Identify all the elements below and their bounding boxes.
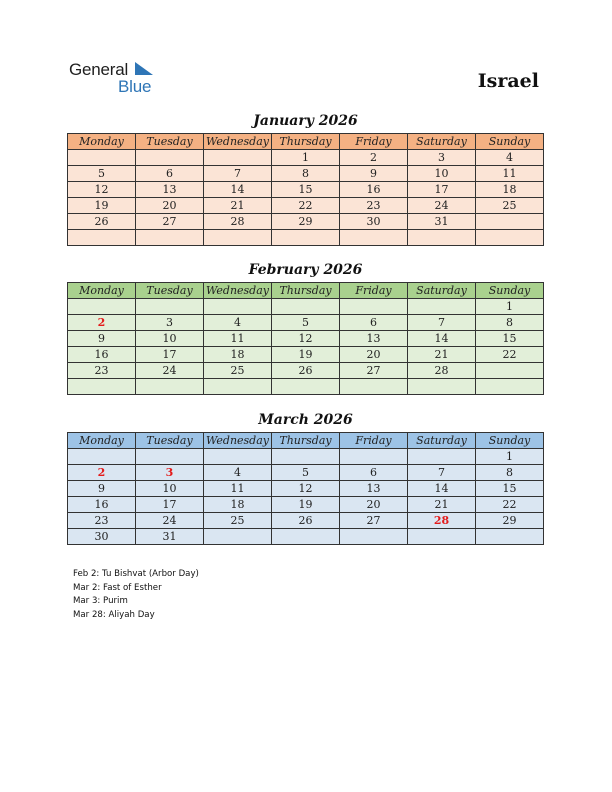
day-cell: 4	[204, 315, 272, 331]
day-cell: 17	[136, 347, 204, 363]
month-title-march: March 2026	[258, 412, 353, 428]
weekday-header-monday: Monday	[68, 134, 136, 150]
empty-day-cell	[204, 529, 272, 545]
weekday-header-friday: Friday	[340, 433, 408, 449]
day-cell: 28	[408, 363, 476, 379]
day-cell: 30	[340, 214, 408, 230]
weekday-header-row	[68, 433, 544, 449]
empty-day-cell	[408, 230, 476, 246]
day-cell: 8	[272, 166, 340, 182]
holiday-note: Mar 3: Purim	[73, 596, 128, 606]
day-cell: 26	[272, 513, 340, 529]
week-row	[68, 299, 544, 315]
day-cell: 19	[272, 347, 340, 363]
day-cell: 31	[136, 529, 204, 545]
weekday-header-thursday: Thursday	[272, 134, 340, 150]
day-cell: 14	[408, 331, 476, 347]
day-cell: 9	[68, 331, 136, 347]
week-row	[68, 230, 544, 246]
day-cell: 13	[136, 182, 204, 198]
day-cell: 9	[340, 166, 408, 182]
day-cell: 10	[408, 166, 476, 182]
weekday-header-row	[68, 283, 544, 299]
day-cell: 26	[68, 214, 136, 230]
empty-day-cell	[408, 299, 476, 315]
day-cell: 22	[476, 347, 544, 363]
day-cell: 6	[340, 465, 408, 481]
holiday-day-cell: 3	[136, 465, 204, 481]
empty-day-cell	[204, 299, 272, 315]
day-cell: 15	[476, 481, 544, 497]
day-cell: 10	[136, 481, 204, 497]
day-cell: 16	[68, 347, 136, 363]
week-row	[68, 182, 544, 198]
week-row	[68, 150, 544, 166]
day-cell: 1	[476, 449, 544, 465]
day-cell: 4	[476, 150, 544, 166]
week-row	[68, 331, 544, 347]
day-cell: 22	[476, 497, 544, 513]
day-cell: 27	[136, 214, 204, 230]
weekday-header-tuesday: Tuesday	[136, 433, 204, 449]
weekday-header-monday: Monday	[68, 283, 136, 299]
country-title: Israel	[477, 70, 539, 92]
empty-day-cell	[136, 150, 204, 166]
day-cell: 30	[68, 529, 136, 545]
day-cell: 3	[408, 150, 476, 166]
calendar-table-february	[67, 282, 544, 395]
day-cell: 21	[204, 198, 272, 214]
day-cell: 24	[136, 363, 204, 379]
day-cell: 23	[340, 198, 408, 214]
weekday-header-saturday: Saturday	[408, 283, 476, 299]
empty-day-cell	[272, 449, 340, 465]
day-cell: 14	[204, 182, 272, 198]
empty-day-cell	[340, 449, 408, 465]
day-cell: 18	[476, 182, 544, 198]
week-row	[68, 166, 544, 182]
day-cell: 29	[272, 214, 340, 230]
day-cell: 1	[476, 299, 544, 315]
empty-day-cell	[340, 529, 408, 545]
empty-day-cell	[68, 379, 136, 395]
day-cell: 28	[204, 214, 272, 230]
day-cell: 14	[408, 481, 476, 497]
day-cell: 23	[68, 363, 136, 379]
empty-day-cell	[136, 299, 204, 315]
brand-name-general: General	[69, 60, 129, 79]
holiday-day-cell: 2	[68, 315, 136, 331]
day-cell: 1	[272, 150, 340, 166]
day-cell: 15	[272, 182, 340, 198]
weekday-header-friday: Friday	[340, 283, 408, 299]
empty-day-cell	[68, 230, 136, 246]
empty-day-cell	[204, 230, 272, 246]
empty-day-cell	[476, 363, 544, 379]
weekday-header-sunday: Sunday	[476, 134, 544, 150]
day-cell: 31	[408, 214, 476, 230]
empty-day-cell	[272, 379, 340, 395]
empty-day-cell	[408, 449, 476, 465]
week-row	[68, 449, 544, 465]
day-cell: 12	[68, 182, 136, 198]
month-title-february: February 2026	[248, 262, 363, 278]
day-cell: 13	[340, 481, 408, 497]
day-cell: 25	[204, 513, 272, 529]
day-cell: 22	[272, 198, 340, 214]
week-row	[68, 363, 544, 379]
day-cell: 27	[340, 513, 408, 529]
day-cell: 25	[204, 363, 272, 379]
empty-day-cell	[136, 379, 204, 395]
day-cell: 16	[340, 182, 408, 198]
week-row	[68, 315, 544, 331]
weekday-header-saturday: Saturday	[408, 134, 476, 150]
empty-day-cell	[272, 299, 340, 315]
holiday-note: Feb 2: Tu Bishvat (Arbor Day)	[73, 569, 199, 579]
week-row	[68, 497, 544, 513]
day-cell: 15	[476, 331, 544, 347]
calendar-table-march	[67, 432, 544, 545]
day-cell: 8	[476, 465, 544, 481]
week-row	[68, 379, 544, 395]
brand-triangle-icon	[135, 62, 153, 76]
week-row	[68, 347, 544, 363]
day-cell: 21	[408, 497, 476, 513]
day-cell: 11	[204, 331, 272, 347]
day-cell: 5	[272, 465, 340, 481]
empty-day-cell	[68, 449, 136, 465]
day-cell: 27	[340, 363, 408, 379]
holiday-note: Mar 2: Fast of Esther	[73, 582, 162, 593]
week-row	[68, 529, 544, 545]
day-cell: 7	[408, 315, 476, 331]
empty-day-cell	[272, 529, 340, 545]
day-cell: 10	[136, 331, 204, 347]
day-cell: 18	[204, 497, 272, 513]
empty-day-cell	[68, 150, 136, 166]
day-cell: 20	[340, 497, 408, 513]
empty-day-cell	[340, 299, 408, 315]
holiday-day-cell: 2	[68, 465, 136, 481]
empty-day-cell	[272, 230, 340, 246]
day-cell: 29	[476, 513, 544, 529]
empty-day-cell	[204, 449, 272, 465]
holiday-day-cell: 28	[408, 513, 476, 529]
day-cell: 20	[340, 347, 408, 363]
weekday-header-tuesday: Tuesday	[136, 283, 204, 299]
empty-day-cell	[408, 379, 476, 395]
empty-day-cell	[476, 379, 544, 395]
weekday-header-thursday: Thursday	[272, 283, 340, 299]
day-cell: 8	[476, 315, 544, 331]
day-cell: 7	[408, 465, 476, 481]
empty-day-cell	[136, 230, 204, 246]
day-cell: 25	[476, 198, 544, 214]
day-cell: 5	[68, 166, 136, 182]
weekday-header-wednesday: Wednesday	[204, 134, 272, 150]
day-cell: 4	[204, 465, 272, 481]
day-cell: 23	[68, 513, 136, 529]
calendar-table-january	[67, 133, 544, 246]
weekday-header-wednesday: Wednesday	[204, 283, 272, 299]
weekday-header-monday: Monday	[68, 433, 136, 449]
empty-day-cell	[408, 529, 476, 545]
day-cell: 11	[476, 166, 544, 182]
day-cell: 9	[68, 481, 136, 497]
weekday-header-thursday: Thursday	[272, 433, 340, 449]
day-cell: 12	[272, 331, 340, 347]
day-cell: 11	[204, 481, 272, 497]
day-cell: 26	[272, 363, 340, 379]
weekday-header-row	[68, 134, 544, 150]
day-cell: 24	[136, 513, 204, 529]
day-cell: 20	[136, 198, 204, 214]
empty-day-cell	[476, 529, 544, 545]
empty-day-cell	[340, 230, 408, 246]
day-cell: 7	[204, 166, 272, 182]
day-cell: 21	[408, 347, 476, 363]
week-row	[68, 513, 544, 529]
weekday-header-sunday: Sunday	[476, 433, 544, 449]
brand-name-blue: Blue	[118, 77, 152, 96]
day-cell: 17	[136, 497, 204, 513]
week-row	[68, 481, 544, 497]
day-cell: 19	[68, 198, 136, 214]
weekday-header-friday: Friday	[340, 134, 408, 150]
day-cell: 2	[340, 150, 408, 166]
month-title-january: January 2026	[253, 113, 358, 129]
day-cell: 16	[68, 497, 136, 513]
weekday-header-tuesday: Tuesday	[136, 134, 204, 150]
day-cell: 19	[272, 497, 340, 513]
day-cell: 13	[340, 331, 408, 347]
weekday-header-saturday: Saturday	[408, 433, 476, 449]
holiday-note: Mar 28: Aliyah Day	[73, 609, 155, 620]
empty-day-cell	[204, 150, 272, 166]
empty-day-cell	[476, 214, 544, 230]
brand-logo	[69, 60, 169, 96]
empty-day-cell	[204, 379, 272, 395]
day-cell: 24	[408, 198, 476, 214]
day-cell: 6	[136, 166, 204, 182]
weekday-header-wednesday: Wednesday	[204, 433, 272, 449]
week-row	[68, 214, 544, 230]
day-cell: 18	[204, 347, 272, 363]
day-cell: 17	[408, 182, 476, 198]
weekday-header-sunday: Sunday	[476, 283, 544, 299]
day-cell: 12	[272, 481, 340, 497]
week-row	[68, 465, 544, 481]
empty-day-cell	[476, 230, 544, 246]
day-cell: 3	[136, 315, 204, 331]
holiday-notes	[73, 568, 199, 622]
day-cell: 5	[272, 315, 340, 331]
day-cell: 6	[340, 315, 408, 331]
week-row	[68, 198, 544, 214]
empty-day-cell	[136, 449, 204, 465]
empty-day-cell	[68, 299, 136, 315]
empty-day-cell	[340, 379, 408, 395]
